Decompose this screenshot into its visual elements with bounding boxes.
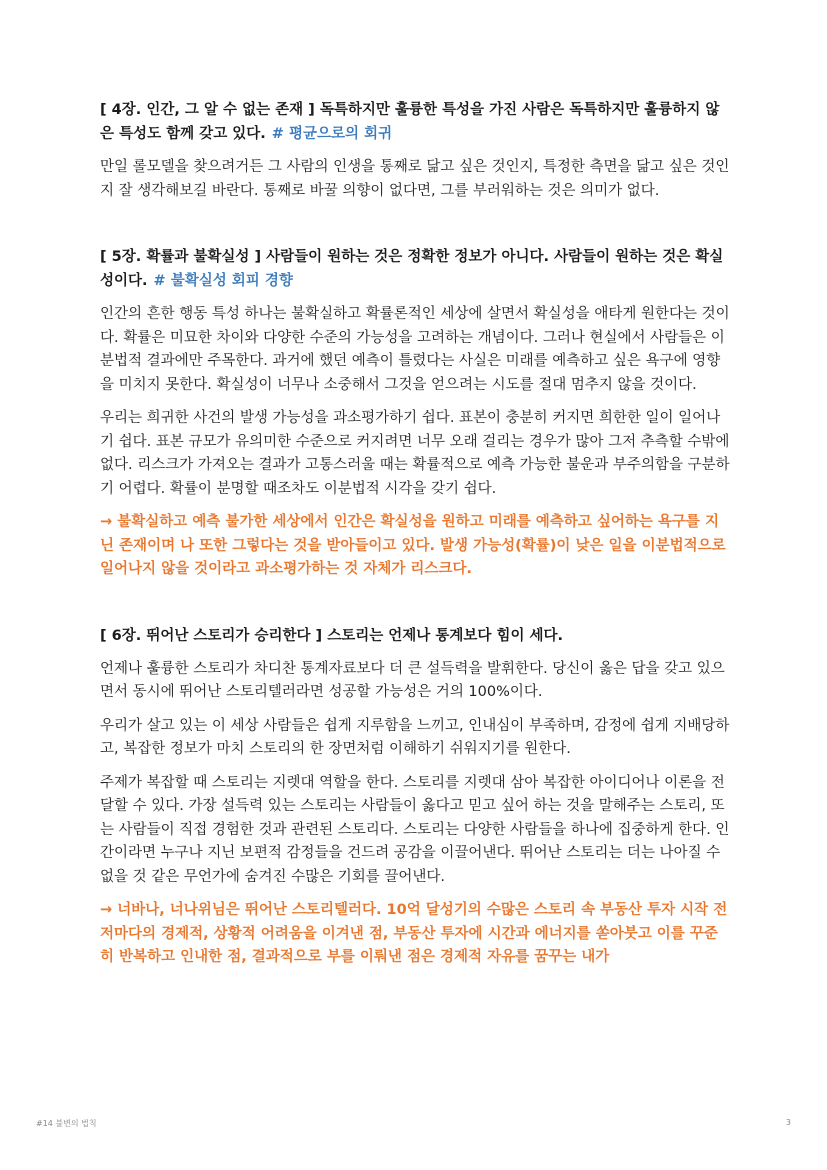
chapter-5-section bbox=[100, 245, 730, 582]
chapter-6-section bbox=[100, 624, 730, 970]
chapter-6-paragraph-2: 우리가 살고 있는 이 세상 사람들은 쉽게 지루함을 느끼고, 인내심이 부족하며, 감정에 쉽게 지배당하고, 복잡한 정보가 마치 스토리의 한 장면처럼 이해하기 쉬워지기를 원한다. bbox=[100, 717, 730, 757]
chapter-5-paragraph-1: 인간의 흔한 행동 특성 하나는 불확실하고 확률론적인 세상에 살면서 확실성을 애타게 원한다는 것이다. 확률은 미묘한 차이와 다양한 수준의 가능성을 고려하는 개념이다. 그러나 현실에서 사람들은 이분법적 결과에만 주목한다. 과거에 했던 예측이 틀렸다는 사실은 미래를 예측하고 싶은 욕구에 영향을 미치지 못한다. 확실성이 너무나 소중해서 그것을 얻으려는 시도를 절대 멈추지 않을 것이다. bbox=[100, 306, 730, 393]
chapter-4-tag: # 평균으로의 회귀 bbox=[271, 126, 393, 142]
chapter-5-heading-text: [ 5장. 확률과 불확실성 ] 사람들이 원하는 것은 정확한 정보가 아니다. 사람들이 원하는 것은 확실성이다. bbox=[100, 249, 724, 289]
chapter-6-paragraph-1: 언제나 훌륭한 스토리가 차디찬 통계자료보다 더 큰 설득력을 발휘한다. 당신이 옳은 답을 갖고 있으면서 동시에 뛰어난 스토리텔러라면 성공할 가능성은 거의 100%이다. bbox=[100, 660, 725, 700]
chapter-5-reflection-note: → 불확실하고 예측 불가한 세상에서 인간은 확실성을 원하고 미래를 예측하고 싶어하는 욕구를 지닌 존재이며 나 또한 그렇다는 것을 받아들이고 있다. 발생 가능성(확률)이 낮은 일을 이분법적으로 일어나지 않을 것이라고 과소평가하는 것 자체가 리스크다. bbox=[100, 514, 726, 577]
footer-page-number: 3 bbox=[785, 1118, 791, 1127]
chapter-4-section bbox=[100, 98, 730, 203]
chapter-6-heading-text: [ 6장. 뛰어난 스토리가 승리한다 ] 스토리는 언제나 통계보다 힘이 세다. bbox=[100, 627, 564, 644]
chapter-5-paragraph-2: 우리는 희귀한 사건의 발생 가능성을 과소평가하기 쉽다. 표본이 충분히 커지면 희한한 일이 일어나기 쉽다. 표본 규모가 유의미한 수준으로 커지려면 너무 오래 걸리는 경우가 많아 그저 추측할 수밖에 없다. 리스크가 가져오는 결과가 고통스러울 때는 확률적으로 예측 가능한 불운과 부주의함을 구분하기 어렵다. 확률이 분명할 때조차도 이분법적 시각을 갖기 쉽다. bbox=[100, 410, 730, 497]
chapter-4-paragraph-1: 만일 롤모델을 찾으려거든 그 사람의 인생을 통째로 닮고 싶은 것인지, 특정한 측면을 닮고 싶은 것인지 잘 생각해보길 바란다. 통째로 바꿀 의향이 없다면, 그를 부러워하는 것은 의미가 없다. bbox=[100, 159, 730, 199]
chapter-6-paragraph-3: 주제가 복잡할 때 스토리는 지렛대 역할을 한다. 스토리를 지렛대 삼아 복잡한 아이디어나 이론을 전달할 수 있다. 가장 설득력 있는 스토리는 사람들이 옳다고 믿고 싶어 하는 것을 말해주는 스토리, 또는 사람들이 직접 경험한 것과 관련된 스토리다. 스토리는 다양한 사람들을 하나에 집중하게 한다. 인간이라면 누구나 지닌 보편적 감정들을 건드려 공감을 이끌어낸다. 뛰어난 스토리는 더는 나아질 수 없을 것 같은 무언가에 숨겨진 수많은 기회를 끌어낸다. bbox=[100, 774, 730, 885]
chapter-4-heading bbox=[100, 98, 730, 146]
chapter-5-tag: # 불확실성 회피 경향 bbox=[153, 273, 293, 289]
document-body bbox=[100, 98, 730, 1012]
chapter-6-heading bbox=[100, 624, 730, 648]
chapter-4-heading-text: [ 4장. 인간, 그 알 수 없는 존재 ] 독특하지만 훌륭한 특성을 가진 사람은 독특하지만 훌륭하지 않은 특성도 함께 갖고 있다. bbox=[100, 102, 720, 142]
chapter-6-reflection-note: → 너바나, 너나위님은 뛰어난 스토리텔러다. 10억 달성기의 수많은 스토리 속 부동산 투자 시작 전 저마다의 경제적, 상황적 어려움을 이겨낸 점, 부동산 투자에 시간과 에너지를 쏟아붓고 이를 꾸준히 반복하고 인내한 점, 결과적으로 부를 이뤄낸 점은 경제적 자유를 꿈꾸는 내가 bbox=[100, 902, 728, 965]
footer-document-title: #14 불변의 법칙 bbox=[36, 1119, 97, 1128]
chapter-5-heading bbox=[100, 245, 730, 293]
